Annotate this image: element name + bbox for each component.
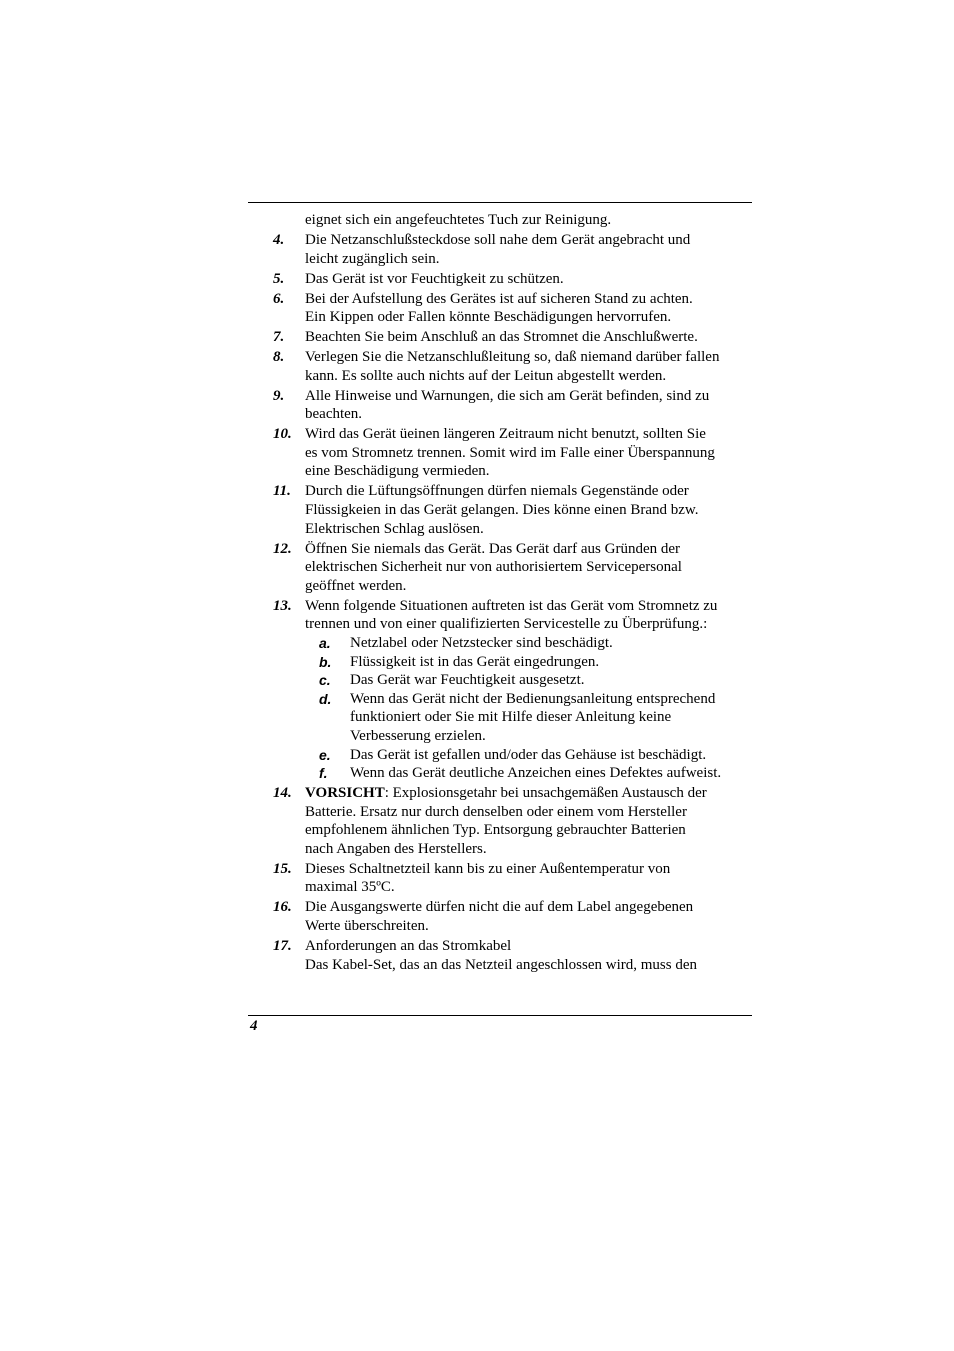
sub-item-letter: c. (319, 672, 331, 689)
list-item (248, 860, 752, 897)
item-number: 6. (273, 290, 285, 307)
item-number: 14. (273, 785, 292, 802)
footer-rule (248, 1015, 752, 1016)
item-number: 15. (273, 860, 292, 877)
sub-list-item (305, 690, 752, 746)
sub-list-item (305, 671, 752, 690)
item-number: 5. (273, 270, 285, 287)
warning-text: : Explosionsgetahr bei unsachgemäßen Austausch der Batterie. Ersatz nur durch denselben oder einem vom Hersteller empfohlenem ähnlichen Typ. Entsorgung gebrauchter Batterien nach Angaben des Herstellers. (305, 785, 707, 857)
item-text: Öffnen Sie niemals das Gerät. Das Gerät darf aus Gründen der elektrischen Sicherheit nur von authorisiertem Servicepersonal geöffnet werden. (305, 540, 682, 594)
list-item (248, 290, 752, 327)
item-number: 9. (273, 387, 285, 404)
sub-list-item (305, 746, 752, 765)
item-number: 11. (273, 483, 291, 500)
item-text: Bei der Aufstellung des Gerätes ist auf sicheren Stand zu achten. Ein Kippen oder Fallen könnte Beschädigungen hervorrufen. (305, 290, 693, 326)
sub-item-letter: b. (319, 653, 332, 670)
sub-item-letter: e. (319, 746, 331, 763)
header-rule (248, 202, 752, 203)
item-text: Wenn folgende Situationen auftreten ist das Gerät vom Stromnetz zu trennen und von einer qualifizierten Servicestelle zu Überprüfung.: (305, 597, 718, 633)
list-item (248, 540, 752, 596)
sub-list-item (305, 764, 752, 783)
item-text: Verlegen Sie die Netzanschlußleitung so, daß niemand darüber fallen kann. Es sollte auch nichts auf der Leitun abgestellt werden. (305, 349, 720, 384)
sub-item-letter: d. (319, 690, 332, 707)
item-text: Die Netzanschlußsteckdose soll nahe dem Gerät angebracht und leicht zugänglich sein. (305, 231, 691, 267)
list-item (248, 898, 752, 935)
item-text: Wird das Gerät üeinen längeren Zeitraum nicht benutzt, sollten Sie es vom Stromnetz trennen. Somit wird im Falle einer Überspannung eine Beschädigung vermieden. (305, 426, 715, 480)
safety-instructions (248, 211, 752, 974)
sub-list-item (305, 634, 752, 653)
item-text: Das Gerät ist vor Feuchtigkeit zu schützen. (305, 270, 564, 287)
sub-item-letter: a. (319, 634, 331, 651)
item-number: 17. (273, 938, 292, 955)
list-item (248, 231, 752, 268)
page-number: 4 (250, 1018, 258, 1034)
item-number: 12. (273, 540, 292, 557)
item-text (305, 784, 752, 858)
sub-item-text: Das Gerät ist gefallen und/oder das Gehäuse ist beschädigt. (350, 746, 707, 763)
item-text: Alle Hinweise und Warnungen, die sich am Gerät befinden, sind zu beachten. (305, 387, 710, 423)
list-item (248, 425, 752, 481)
sub-item-text: Das Gerät war Feuchtigkeit ausgesetzt. (350, 672, 585, 689)
intro-text: eignet sich ein angefeuchtetes Tuch zur Reinigung. (305, 212, 612, 228)
item-number: 8. (273, 349, 285, 366)
list-item (248, 328, 752, 347)
list-item (248, 348, 752, 385)
item-text: Die Ausgangswerte dürfen nicht die auf dem Label angegebenen Werte überschreiten. (305, 899, 694, 935)
item-text: Dieses Schaltnetzteil kann bis zu einer Außentemperatur von maximal 35ºC. (305, 860, 671, 896)
item-number: 13. (273, 597, 292, 614)
item-number: 4. (273, 231, 285, 248)
list-item (248, 270, 752, 289)
item-number: 10. (273, 426, 292, 443)
sub-item-text: Wenn das Gerät deutliche Anzeichen eines Defektes aufweist. (350, 765, 722, 782)
sub-item-text: Netzlabel oder Netzstecker sind beschädigt. (350, 634, 613, 651)
list-item (248, 482, 752, 538)
item-text: Beachten Sie beim Anschluß an das Stromnet die Anschlußwerte. (305, 329, 698, 346)
list-item (248, 597, 752, 634)
sub-item-letter: f. (319, 765, 328, 782)
item-text: Durch die Lüftungsöffnungen dürfen niemals Gegenstände oder Flüssigkeien in das Gerät gelangen. Dies könne einen Brand bzw. Elektrischen Schlag auslösen. (305, 483, 699, 537)
sub-item-text: Wenn das Gerät nicht der Bedienungsanleitung entsprechend funktioniert oder Sie mit Hilfe dieser Anleitung keine Verbesserung erzielen. (350, 690, 716, 744)
item-number: 16. (273, 899, 292, 916)
list-item (248, 937, 752, 974)
item-number: 7. (273, 329, 285, 346)
sub-list-item (305, 653, 752, 672)
sub-item-text: Flüssigkeit ist in das Gerät eingedrungen. (350, 653, 600, 670)
item-text: Anforderungen an das Stromkabel Das Kabel-Set, das an das Netzteil angeschlossen wird, muss den (305, 938, 697, 973)
warning-label: VORSICHT (305, 785, 385, 802)
list-item-warning (248, 784, 752, 858)
list-item (248, 387, 752, 424)
